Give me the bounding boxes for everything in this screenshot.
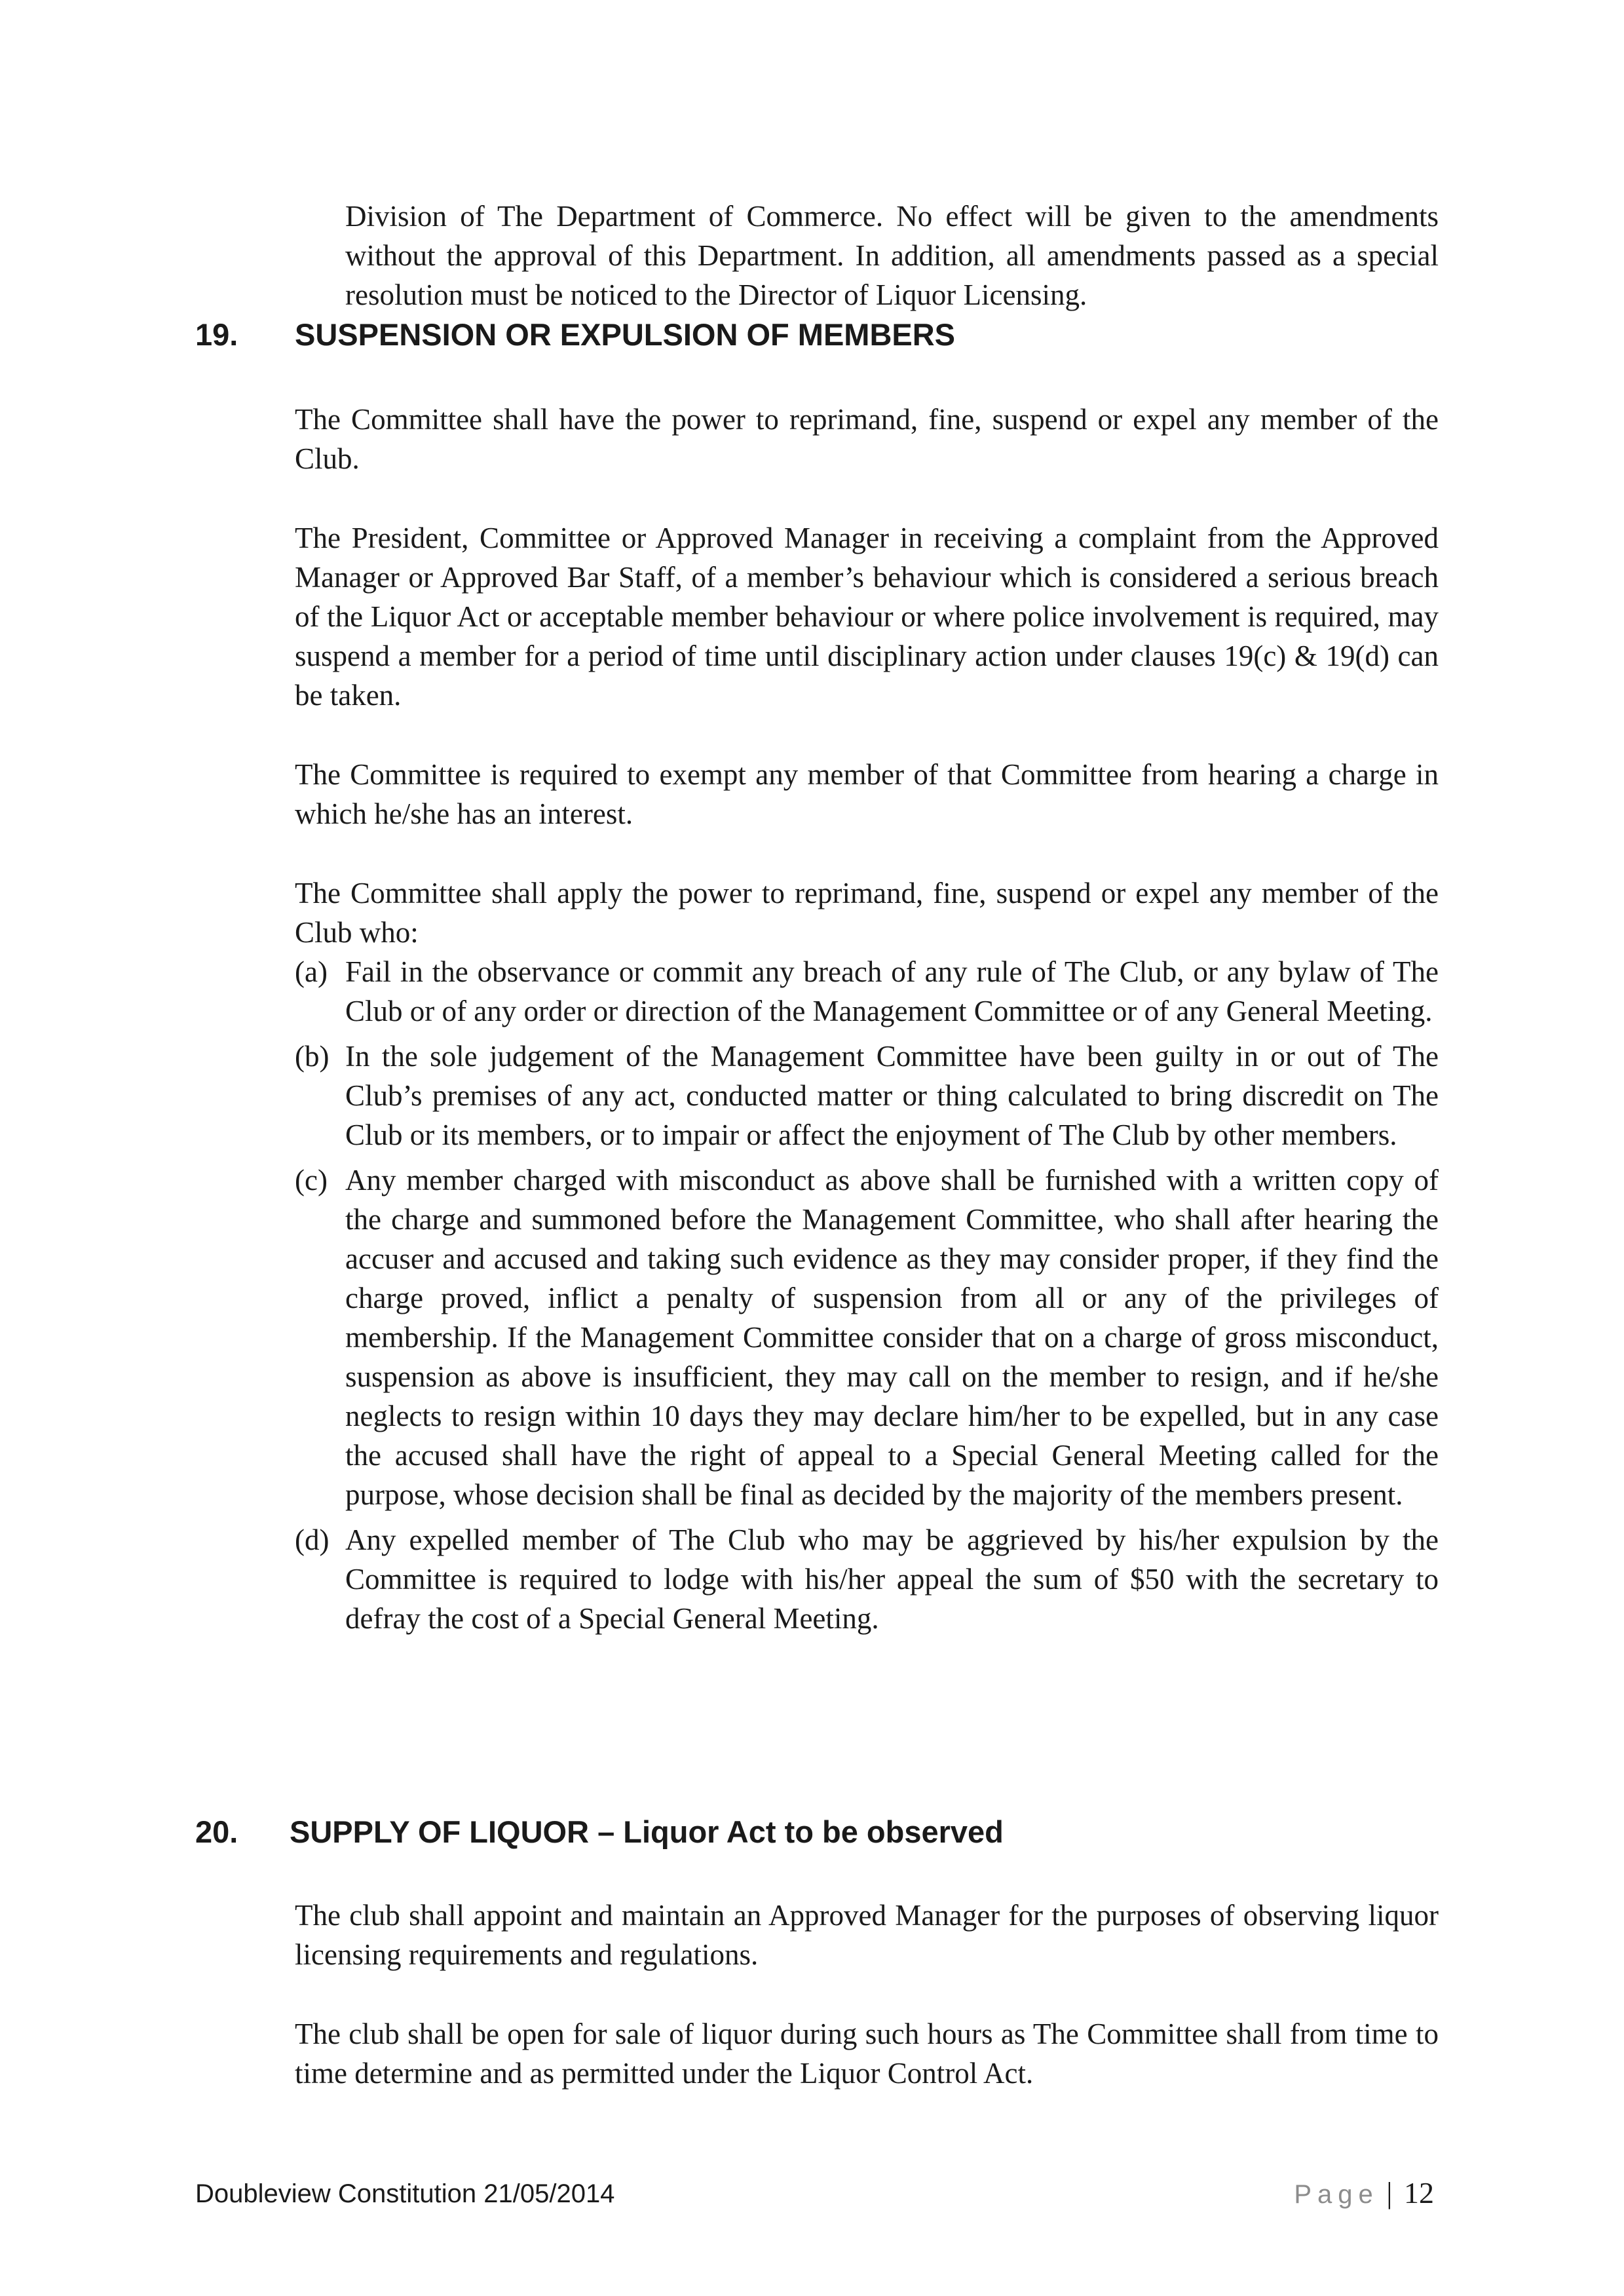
section-19-body-4 xyxy=(295,873,1439,1638)
list-item-d xyxy=(295,1520,1439,1638)
section-19-number: 19. xyxy=(195,317,238,352)
section-19-body xyxy=(295,400,1439,478)
footer-page-label: Page xyxy=(1294,2180,1379,2209)
list-text-c: Any member charged with misconduct as above shall be furnished with a written copy of the charge and summoned before the Management Committee, who shall after hearing the accuser and accused and taking such evidence as they may consider proper, if they find the charge proved, inflict a penalty of suspension from all or any of the privileges of membership. If the Management Committee consider that on a charge of gross misconduct, suspension as above is insufficient, they may call on the member to resign, and if he/she neglects to resign within 10 days they may declare him/her to be expelled, but in any case the accused shall have the right of appeal to a Special General Meeting called for the purpose, whose decision shall be final as decided by the majority of the members present. xyxy=(345,1164,1439,1511)
section-20-paragraph-2: The club shall be open for sale of liquor during such hours as The Committee shall from time to time determine and as permitted under the Liquor Control Act. xyxy=(295,2018,1439,2090)
section-19-title: SUSPENSION OR EXPULSION OF MEMBERS xyxy=(295,317,956,352)
section-19-body-2 xyxy=(295,518,1439,715)
list-item-c xyxy=(295,1160,1439,1514)
section-20-heading xyxy=(195,1812,1440,1852)
footer-page-indicator xyxy=(1294,2175,1434,2210)
footer-document-title: Doubleview Constitution 21/05/2014 xyxy=(195,2179,615,2208)
section-19-paragraph-1: The Committee shall have the power to reprimand, fine, suspend or expel any member of the Club. xyxy=(295,403,1439,475)
footer-page-number: 12 xyxy=(1404,2176,1434,2210)
section-20-paragraph-1: The club shall appoint and maintain an Approved Manager for the purposes of observing liquor licensing requirements and regulations. xyxy=(295,1899,1439,1971)
intro-continuation-text: Division of The Department of Commerce. No effect will be given to the amendments without the approval of this Department. In addition, all amendments passed as a special resolution must be noticed to the Director of Liquor Licensing. xyxy=(345,200,1439,311)
list-text-d: Any expelled member of The Club who may be aggrieved by his/her expulsion by the Committee is required to lodge with his/her appeal the sum of $50 with the secretary to defray the cost of a Special General Meeting. xyxy=(345,1523,1439,1635)
section-20-number: 20. xyxy=(195,1814,238,1849)
list-mark-a: (a) xyxy=(295,955,328,988)
section-20-title: SUPPLY OF LIQUOR – Liquor Act to be observed xyxy=(290,1814,1004,1849)
list-text-b: In the sole judgement of the Management Committee have been guilty in or out of The Club’s premises of any act, conducted matter or thing calculated to bring discredit on The Club or its members, or to impair or affect the enjoyment of The Club by other members. xyxy=(345,1040,1439,1151)
intro-continuation-paragraph xyxy=(345,197,1439,315)
list-mark-c: (c) xyxy=(295,1164,328,1196)
list-mark-b: (b) xyxy=(295,1040,330,1073)
section-20-body xyxy=(295,1896,1439,1974)
section-19-paragraph-2: The President, Committee or Approved Manager in receiving a complaint from the Approved Manager or Approved Bar Staff, of a member’s behaviour which is considered a serious breach of the Liquor Act or acceptable member behaviour or where police involvement is required, may suspend a member for a period of time until disciplinary action under clauses 19(c) & 19(d) can be taken. xyxy=(295,522,1439,712)
footer-separator: | xyxy=(1386,2176,1393,2210)
list-item-a xyxy=(295,952,1439,1031)
list-item-b xyxy=(295,1037,1439,1155)
section-19-body-3 xyxy=(295,755,1439,833)
section-20-body-2 xyxy=(295,2014,1439,2093)
list-mark-d: (d) xyxy=(295,1523,330,1556)
list-text-a: Fail in the observance or commit any breach of any rule of The Club, or any bylaw of The Club or of any order or direction of the Management Committee or of any General Meeting. xyxy=(345,955,1439,1027)
section-19-paragraph-3: The Committee is required to exempt any member of that Committee from hearing a charge in which he/she has an interest. xyxy=(295,758,1439,830)
section-19-paragraph-4: The Committee shall apply the power to reprimand, fine, suspend or expel any member of the Club who: xyxy=(295,877,1439,949)
section-19-heading xyxy=(195,315,1440,354)
